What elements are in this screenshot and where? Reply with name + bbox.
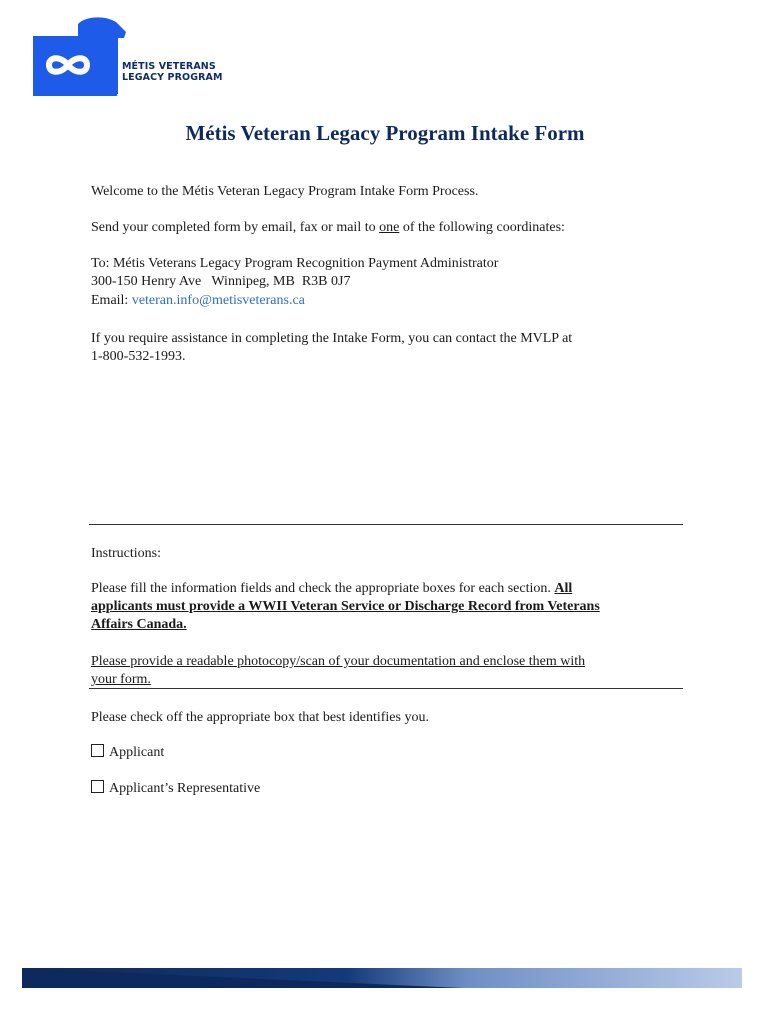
address-street: 300-150 Henry Ave Winnipeg, MB R3B 0J7: [91, 274, 351, 289]
send-underlined: one: [379, 220, 400, 235]
assistance-line-1: If you require assistance in completing the Intake Form, you can contact the MVLP at: [91, 331, 573, 346]
email-label: Email:: [91, 293, 132, 308]
footer-band: [22, 966, 742, 988]
selection-prompt: Please check off the appropriate box that best identifies you.: [91, 710, 429, 725]
bold-line-3: Affairs Canada.: [91, 617, 187, 632]
instructions-heading: Instructions:: [91, 546, 161, 561]
footer-decoration: [22, 966, 742, 988]
welcome-text: Welcome to the Métis Veteran Legacy Program Intake Form Process.: [91, 184, 479, 199]
checkbox-representative[interactable]: [91, 780, 104, 793]
send-instructions: [91, 219, 691, 237]
photocopy-line-2: [91, 671, 691, 689]
option-representative[interactable]: [91, 780, 691, 798]
bold-requirement-2: [91, 598, 691, 616]
mvlp-logo: [30, 14, 230, 98]
photocopy-text-1: Please provide a readable photocopy/scan of your documentation and enclose them with: [91, 654, 586, 669]
bold-requirement-3: [91, 616, 691, 634]
photocopy-text-2: your form.: [91, 672, 151, 687]
option-applicant-label: Applicant: [109, 745, 165, 760]
send-after: of the following coordinates:: [399, 220, 565, 235]
address-to: To: Métis Veterans Legacy Program Recognition Payment Administrator: [91, 256, 499, 271]
bold-line-2: applicants must provide a WWII Veteran Service or Discharge Record from Veterans: [91, 599, 600, 614]
address-email-line: [91, 292, 691, 310]
logo-line-2: LEGACY PROGRAM: [122, 71, 223, 83]
option-representative-label: Applicant’s Representative: [109, 781, 261, 796]
section-divider-bottom: [89, 688, 683, 689]
logo-text: [122, 62, 223, 83]
section-divider-top: [89, 524, 683, 525]
bold-all: All: [554, 581, 573, 596]
fill-text: Please fill the information fields and check the appropriate boxes for each section.: [91, 581, 555, 596]
photocopy-line-1: [91, 653, 691, 671]
assistance-phone: 1-800-532-1993.: [91, 349, 186, 364]
email-link[interactable]: veteran.info@metisveterans.ca: [131, 293, 305, 308]
instructions-fill: [91, 580, 651, 598]
send-before: Send your completed form by email, fax or mail to: [91, 220, 380, 235]
option-applicant[interactable]: [91, 744, 691, 762]
checkbox-applicant[interactable]: [91, 744, 104, 757]
infinity-logo-icon: [30, 14, 230, 98]
logo-line-1: MÉTIS VETERANS: [122, 61, 216, 72]
page-title: Métis Veteran Legacy Program Intake Form: [185, 121, 585, 145]
